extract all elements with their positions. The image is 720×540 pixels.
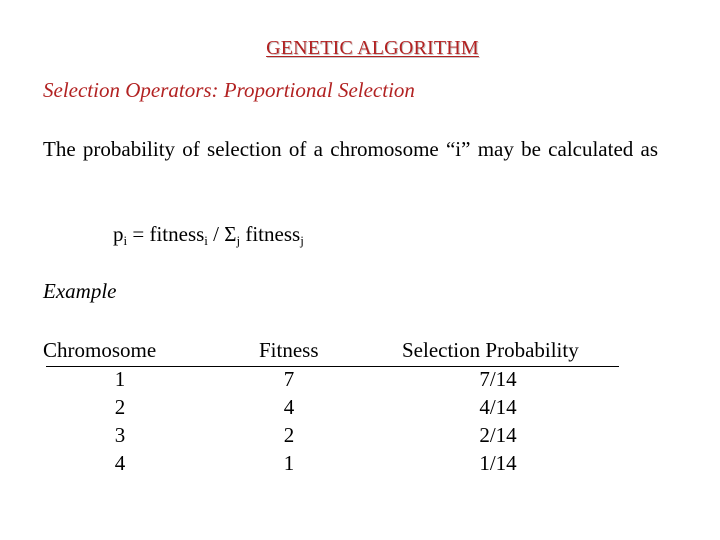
- table-cell-probability: 2/14: [479, 423, 517, 447]
- table-cell-probability: 4/14: [479, 395, 517, 419]
- formula-fitness-j: fitness: [240, 222, 301, 246]
- table-cell-chromosome: 1: [114, 367, 126, 391]
- formula-sum-subscript: j: [236, 233, 241, 248]
- description-paragraph: The probability of selection of a chromosome “i” may be calculated as: [43, 137, 659, 161]
- formula-p-subscript: i: [123, 233, 128, 248]
- table-cell-probability: 1/14: [479, 451, 517, 475]
- table-cell-chromosome: 3: [114, 423, 126, 447]
- selection-probability-formula: [113, 222, 304, 249]
- table-cell-fitness: 2: [283, 423, 295, 447]
- column-header-selection-probability: Selection Probability: [402, 338, 579, 362]
- table-cell-fitness: 4: [283, 395, 295, 419]
- slide-subtitle: Selection Operators: Proportional Selection: [43, 78, 415, 102]
- example-label: Example: [43, 279, 117, 303]
- formula-fitness-subscript: i: [204, 233, 208, 248]
- table-cell-chromosome: 2: [114, 395, 126, 419]
- formula-p: p: [113, 222, 124, 246]
- table-cell-probability: 7/14: [479, 367, 517, 391]
- formula-divide-sum: / Σ: [207, 222, 237, 246]
- column-header-chromosome: Chromosome: [43, 338, 157, 362]
- table-cell-fitness: 7: [283, 367, 295, 391]
- formula-fitness-j-subscript: j: [300, 233, 304, 248]
- slide-title: GENETIC ALGORITHM: [266, 37, 479, 59]
- table-cell-chromosome: 4: [114, 451, 126, 475]
- column-header-fitness: Fitness: [259, 338, 319, 362]
- formula-equals-fitness: = fitness: [127, 222, 205, 246]
- table-cell-fitness: 1: [283, 451, 295, 475]
